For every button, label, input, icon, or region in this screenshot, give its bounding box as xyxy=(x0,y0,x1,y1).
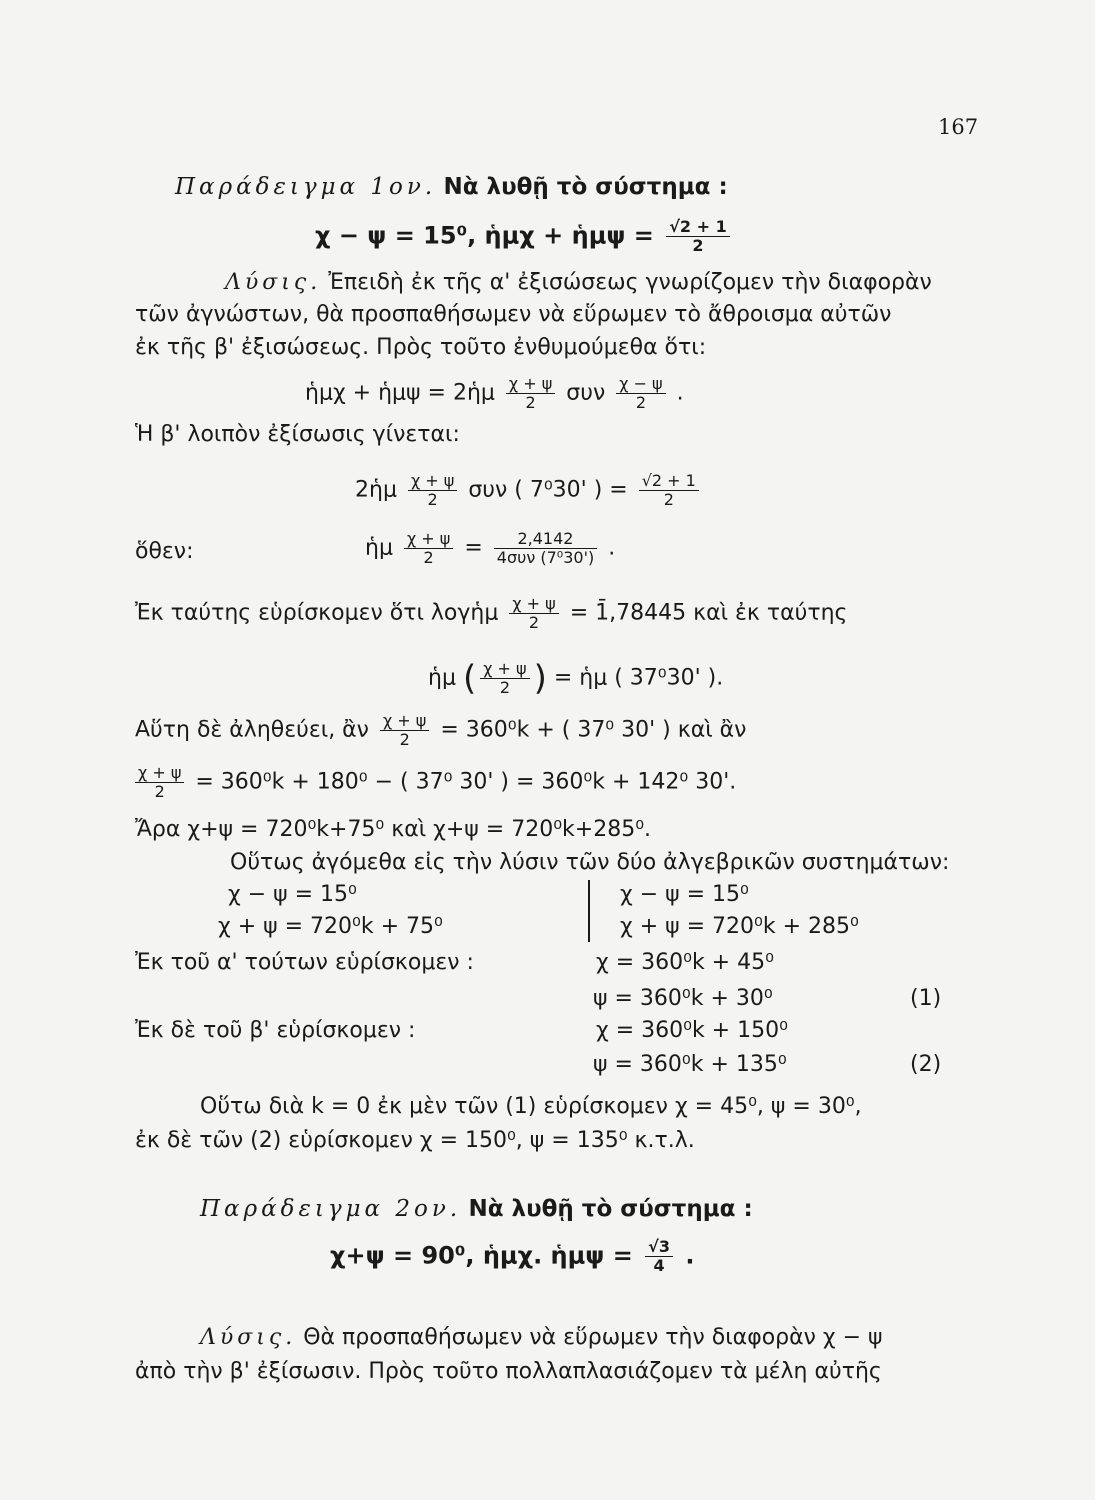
condition-text-end: = 360⁰k + 180⁰ − ( 37⁰ 30' ) = 360⁰k + 142⁰ 30'. xyxy=(195,769,737,795)
fraction-denominator: 2 xyxy=(423,548,434,567)
system-b-eq-1: χ − ψ = 15⁰ xyxy=(620,882,749,907)
condition-text-start: Αὕτη δὲ ἀληθεύει, ἂν xyxy=(135,717,369,743)
condition-text-end: = 360⁰k + ( 37⁰ 30' ) καὶ ἂν xyxy=(440,717,747,743)
example-2-system-left: χ+ψ = 90⁰, ἡμχ. ἡμψ = xyxy=(330,1241,633,1270)
formula-sine-value xyxy=(365,530,615,567)
formula-left: 2ἡμ xyxy=(355,477,397,503)
formula-left: ἡμχ + ἡμψ = 2ἡμ xyxy=(305,380,495,406)
example-1-system-fraction xyxy=(666,218,729,255)
lysis-1-line-2: τῶν ἀγνώστων, θὰ προσπαθήσωμεν νὰ εὕρωμεν τὸ ἄθροισμα αὐτῶν xyxy=(135,302,892,327)
formula-end: . xyxy=(608,535,616,561)
fraction-numerator: √2 + 1 xyxy=(666,218,729,237)
fraction-denominator: 2 xyxy=(154,782,165,801)
fraction-numerator: √2 + 1 xyxy=(639,472,699,491)
log-text-end: = 1̄,78445 καὶ ἐκ ταύτης xyxy=(569,600,848,626)
formula-fraction-2 xyxy=(494,530,597,567)
fraction-numerator: χ + ψ xyxy=(506,375,555,394)
fraction-denominator: 4 xyxy=(653,1256,665,1275)
formula-fraction-2 xyxy=(616,375,665,412)
systems-divider xyxy=(588,880,590,942)
result-2-tag: (2) xyxy=(910,1052,942,1077)
formula-fraction-1 xyxy=(408,472,457,509)
condition-fraction xyxy=(380,712,429,749)
fraction-numerator: χ + ψ xyxy=(380,712,429,731)
therefore-line: Ἄρα χ+ψ = 720⁰k+75⁰ καὶ χ+ψ = 720⁰k+285⁰. xyxy=(135,817,652,842)
fraction-numerator: χ + ψ xyxy=(480,660,529,679)
formula-sine-angle xyxy=(428,660,723,697)
formula-equation xyxy=(355,472,703,509)
example-1-title-bold: Νὰ λυθῇ τὸ σύστημα : xyxy=(443,174,728,200)
system-a-eq-2: χ + ψ = 720⁰k + 75⁰ xyxy=(218,914,443,939)
condition-fraction xyxy=(135,764,184,801)
fraction-denominator: 2 xyxy=(692,236,704,255)
conclusion-line-1: Οὕτω διὰ k = 0 ἐκ μὲν τῶν (1) εὑρίσκομεν χ = 45⁰, ψ = 30⁰, xyxy=(200,1094,862,1119)
system-a-eq-1: χ − ψ = 15⁰ xyxy=(228,882,357,907)
formula-left: ἡμ xyxy=(428,665,456,691)
result-1-tag: (1) xyxy=(910,986,942,1011)
lysis-1-line-3: ἐκ τῆς β' ἐξισώσεως. Πρὸς τοῦτο ἐνθυμούμεθα ὅτι: xyxy=(135,335,707,360)
fraction-numerator: √3 xyxy=(645,1238,673,1257)
fraction-numerator: χ − ψ xyxy=(616,375,665,394)
example-2-title-italic: Παράδειγμα 2ον. xyxy=(200,1196,462,1222)
system-b-eq-2: χ + ψ = 720⁰k + 285⁰ xyxy=(620,914,859,939)
fraction-denominator: 2 xyxy=(499,678,510,697)
lysis-2-line-1 xyxy=(200,1323,883,1353)
example-2-heading xyxy=(200,1194,753,1224)
result-1-x: χ = 360⁰k + 45⁰ xyxy=(596,950,774,975)
formula-fraction-1 xyxy=(404,530,453,567)
lysis-2-line-2: ἀπὸ τὴν β' ἐξίσωσιν. Πρὸς τοῦτο πολλαπλασιάζομεν τὰ μέλη αὐτῆς xyxy=(135,1359,882,1384)
formula-3-label: ὅθεν: xyxy=(135,539,194,564)
right-paren: ) xyxy=(533,658,547,699)
fraction-denominator: 2 xyxy=(635,393,647,412)
lysis-1-label: Λύσις. xyxy=(225,270,322,295)
fraction-numerator: χ + ψ xyxy=(404,530,453,549)
example-2-system xyxy=(330,1238,694,1275)
result-1-y: ψ = 360⁰k + 30⁰ xyxy=(593,986,773,1011)
formula-end: . xyxy=(676,380,684,406)
formula-fraction xyxy=(480,660,529,697)
left-paren: ( xyxy=(462,658,477,699)
fraction-numerator: χ + ψ xyxy=(408,472,457,491)
system-end: . xyxy=(685,1241,695,1270)
fraction-numerator: χ + ψ xyxy=(135,764,184,783)
example-1-system xyxy=(315,218,734,255)
fraction-denominator: 4συν (7⁰30') xyxy=(496,548,595,567)
result-1-label: Ἐκ τοῦ α' τούτων εὑρίσκομεν : xyxy=(135,950,474,975)
formula-sum-identity xyxy=(305,375,684,412)
formula-fraction-1 xyxy=(506,375,555,412)
fraction-denominator: 2 xyxy=(663,490,674,509)
example-2-system-fraction xyxy=(645,1238,673,1275)
fraction-denominator: 2 xyxy=(528,613,540,632)
lysis-2-label: Λύσις. xyxy=(200,1325,297,1350)
formula-equals: = xyxy=(464,535,483,561)
result-2-y: ψ = 360⁰k + 135⁰ xyxy=(593,1052,787,1077)
example-1-heading xyxy=(175,172,728,202)
lysis-1-line-4: Ἡ β' λοιπὸν ἐξίσωσις γίνεται: xyxy=(135,422,460,447)
condition-line-2 xyxy=(135,764,736,801)
page-number: 167 xyxy=(938,115,979,139)
condition-line-1 xyxy=(135,712,746,749)
systems-intro-line: Οὕτως ἀγόμεθα εἰς τὴν λύσιν τῶν δύο ἀλγεβρικῶν συστημάτων: xyxy=(230,850,950,875)
formula-left: ἡμ xyxy=(365,535,393,561)
result-2-x: χ = 360⁰k + 150⁰ xyxy=(596,1018,788,1043)
result-2-label: Ἐκ δὲ τοῦ β' εὑρίσκομεν : xyxy=(135,1018,416,1043)
lysis-1-text-1: Ἐπειδὴ ἐκ τῆς α' ἐξισώσεως γνωρίζομεν τὴν διαφορὰν xyxy=(328,270,932,295)
formula-middle: συν ( 7⁰30' ) = xyxy=(468,477,628,503)
fraction-denominator: 2 xyxy=(427,490,438,509)
fraction-numerator: 2,4142 xyxy=(494,530,597,549)
log-text-start: Ἐκ ταύτης εὑρίσκομεν ὅτι λογἡμ xyxy=(135,600,499,626)
lysis-1-line-1 xyxy=(225,268,932,298)
fraction-denominator: 2 xyxy=(399,730,410,749)
example-2-title-bold: Νὰ λυθῇ τὸ σύστημα : xyxy=(468,1196,753,1222)
log-line xyxy=(135,595,847,632)
formula-fraction-2 xyxy=(639,472,699,509)
example-1-system-left: χ − ψ = 15⁰, ἡμχ + ἡμψ = xyxy=(315,221,654,250)
fraction-denominator: 2 xyxy=(525,393,536,412)
lysis-2-text-1: Θὰ προσπαθήσωμεν νὰ εὕρωμεν τὴν διαφορὰν χ − ψ xyxy=(303,1325,883,1350)
formula-middle: συν xyxy=(566,380,606,406)
fraction-numerator: χ + ψ xyxy=(509,595,558,614)
conclusion-line-2: ἐκ δὲ τῶν (2) εὑρίσκομεν χ = 150⁰, ψ = 135⁰ κ.τ.λ. xyxy=(135,1128,695,1153)
log-fraction xyxy=(509,595,558,632)
example-1-title-italic: Παράδειγμα 1ον. xyxy=(175,174,437,200)
formula-right: = ἡμ ( 37⁰30' ). xyxy=(553,665,724,691)
